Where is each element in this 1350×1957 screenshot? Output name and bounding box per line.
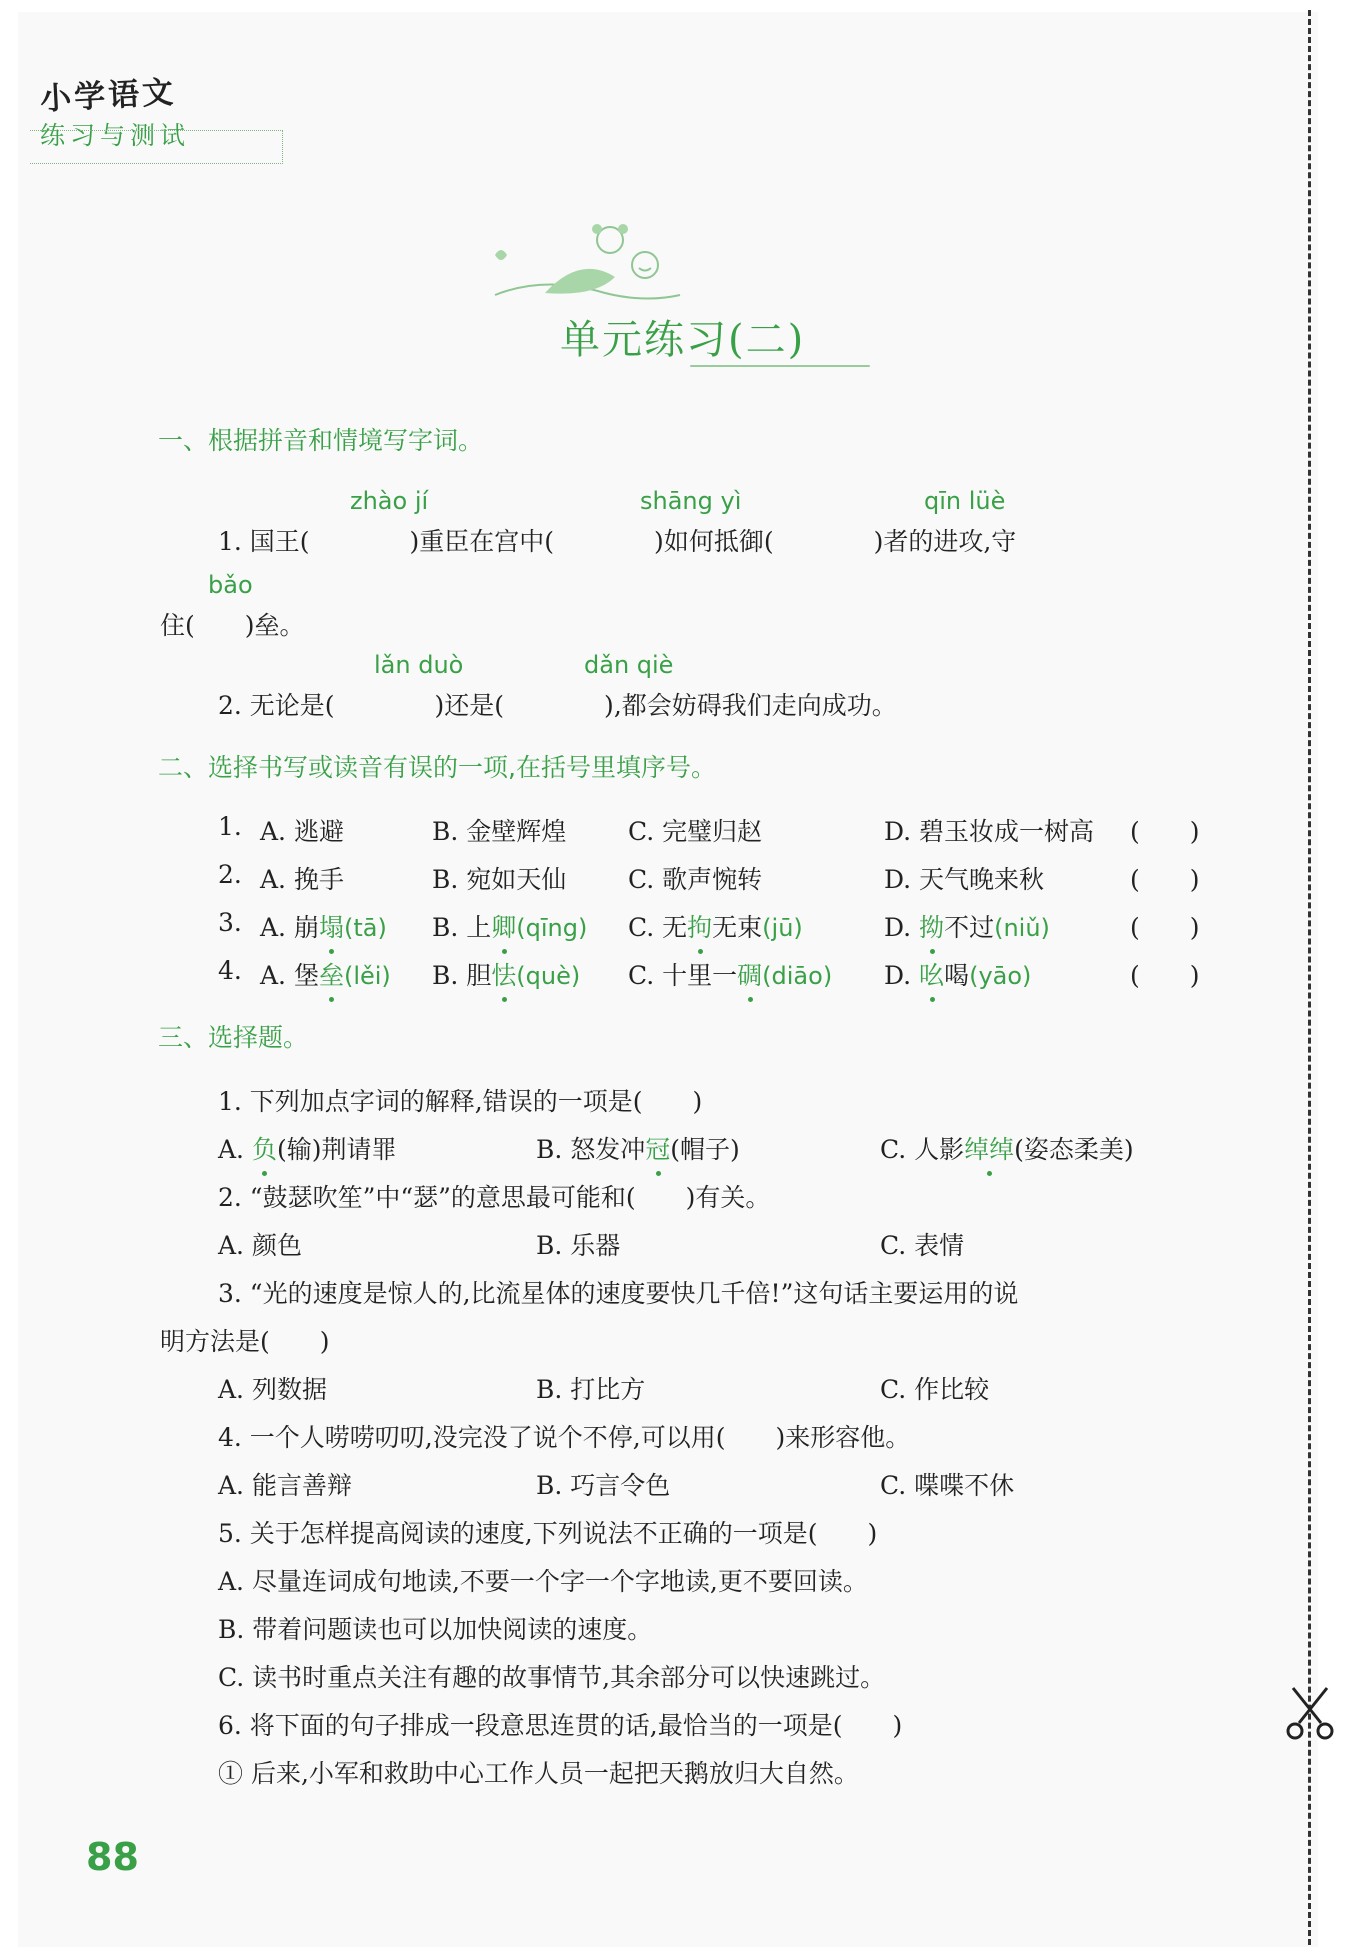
- s3-q4-option-b: B. 巧言令色: [536, 1471, 671, 1500]
- marked-char: 垒: [318, 961, 344, 990]
- pinyin-bao: bǎo: [208, 571, 253, 599]
- s3-q1: 1. 下列加点字词的解释,错误的一项是( ): [218, 1087, 703, 1116]
- option-b: B. 胆怯(què): [432, 961, 581, 990]
- brand-title: 小学语文: [39, 74, 178, 118]
- option-d: D. 拗不过(niǔ): [884, 913, 1050, 942]
- marked-char: 拘: [687, 913, 713, 942]
- marked-char: 怯: [491, 961, 517, 990]
- pinyin-shangyi: shāng yì: [640, 487, 742, 515]
- s3-q1-option-a: A. 负(输)荆请罪: [218, 1135, 397, 1164]
- option-c: C. 十里一碉(diāo): [628, 961, 833, 990]
- s1-q1-line1: 1. 国王( )重臣在宫中( )如何抵御( )者的进攻,守: [218, 527, 1017, 556]
- s3-q2-option-c: C. 表情: [880, 1231, 965, 1260]
- s3-q4: 4. 一个人唠唠叨叨,没完没了说个不停,可以用( )来形容他。: [218, 1423, 911, 1452]
- s3-q2-option-b: B. 乐器: [536, 1231, 621, 1260]
- marked-char: 绰绰: [964, 1135, 1015, 1164]
- s3-q5-option-a: A. 尽量连词成句地读,不要一个字一个字地读,更不要回读。: [218, 1567, 868, 1596]
- s1-q2: 2. 无论是( )还是( ),都会妨碍我们走向成功。: [218, 691, 897, 720]
- page-number: 88: [86, 1835, 139, 1879]
- row-number: 2.: [218, 860, 242, 889]
- option-d: D. 吆喝(yāo): [884, 961, 1032, 990]
- scissors-icon: [1285, 1683, 1335, 1743]
- s3-q2-option-a: A. 颜色: [218, 1231, 302, 1260]
- s3-q3-option-a: A. 列数据: [218, 1375, 327, 1404]
- marked-char: 冠: [645, 1135, 671, 1164]
- option-d: D. 天气晚来秋: [884, 865, 1045, 894]
- option-a: A. 崩塌(tā): [260, 913, 387, 942]
- cut-line: [1308, 10, 1311, 1945]
- s3-q3-line1: 3. “光的速度是惊人的,比流星体的速度要快几千倍!”这句话主要运用的说: [218, 1279, 1019, 1308]
- s3-q4-option-a: A. 能言善辩: [218, 1471, 352, 1500]
- s3-q5-option-c: C. 读书时重点关注有趣的故事情节,其余部分可以快速跳过。: [218, 1663, 886, 1692]
- marked-char: 碉: [737, 961, 763, 990]
- pinyin-qinlue: qīn lüè: [924, 487, 1006, 515]
- option-b: B. 宛如天仙: [432, 865, 567, 894]
- s1-q1-line2: 住( )垒。: [160, 611, 305, 640]
- option-b: B. 上卿(qīng): [432, 913, 588, 942]
- marked-char: 卿: [491, 913, 517, 942]
- option-a: A. 挽手: [260, 865, 344, 894]
- s3-q3-option-c: C. 作比较: [880, 1375, 990, 1404]
- option-a: A. 逃避: [260, 817, 344, 846]
- s3-q3-option-b: B. 打比方: [536, 1375, 646, 1404]
- option-b: B. 金壁辉煌: [432, 817, 567, 846]
- s3-q2: 2. “鼓瑟吹笙”中“瑟”的意思最可能和( )有关。: [218, 1183, 771, 1212]
- row-number: 4.: [218, 956, 242, 985]
- answer-blank[interactable]: ( ): [1130, 961, 1200, 990]
- marked-char: 负: [251, 1135, 277, 1164]
- s3-q6-sentence-1: ① 后来,小军和救助中心工作人员一起把天鹅放归大自然。: [218, 1759, 859, 1788]
- section1-heading: 一、根据拼音和情境写字词。: [158, 426, 484, 455]
- s3-q1-option-b: B. 怒发冲冠(帽子): [536, 1135, 740, 1164]
- option-d: D. 碧玉妆成一树高: [884, 817, 1095, 846]
- s3-q3-line2: 明方法是( ): [160, 1327, 330, 1356]
- answer-blank[interactable]: ( ): [1130, 865, 1200, 894]
- option-a: A. 堡垒(lěi): [260, 961, 391, 990]
- s3-q4-option-c: C. 喋喋不休: [880, 1471, 1015, 1500]
- pinyin-landuo: lǎn duò: [374, 651, 464, 679]
- row-number: 3.: [218, 908, 242, 937]
- option-c: C. 歌声惋转: [628, 865, 763, 894]
- answer-blank[interactable]: ( ): [1130, 913, 1200, 942]
- section2-heading: 二、选择书写或读音有误的一项,在括号里填序号。: [158, 753, 716, 782]
- section3-heading: 三、选择题。: [158, 1023, 309, 1052]
- title-underline: [690, 365, 870, 367]
- marked-char: 塌: [318, 913, 344, 942]
- pinyin-danqie: dǎn qiè: [584, 651, 674, 679]
- brand-subtitle: 练习与测试: [40, 121, 191, 150]
- brand-frame: [30, 130, 283, 164]
- option-c: C. 无拘无束(jū): [628, 913, 803, 942]
- pinyin-zhaoji: zhào jí: [350, 487, 429, 515]
- option-c: C. 完璧归赵: [628, 817, 763, 846]
- s3-q6: 6. 将下面的句子排成一段意思连贯的话,最恰当的一项是( ): [218, 1711, 903, 1740]
- s3-q5: 5. 关于怎样提高阅读的速度,下列说法不正确的一项是( ): [218, 1519, 878, 1548]
- s3-q1-option-c: C. 人影绰绰(姿态柔美): [880, 1135, 1134, 1164]
- marked-char: 吆: [919, 961, 945, 990]
- unit-title: 单元练习(二): [560, 317, 806, 363]
- row-number: 1.: [218, 812, 242, 841]
- s3-q5-option-b: B. 带着问题读也可以加快阅读的速度。: [218, 1615, 653, 1644]
- marked-char: 拗: [919, 913, 945, 942]
- answer-blank[interactable]: ( ): [1130, 817, 1200, 846]
- children-illustration: [485, 215, 685, 315]
